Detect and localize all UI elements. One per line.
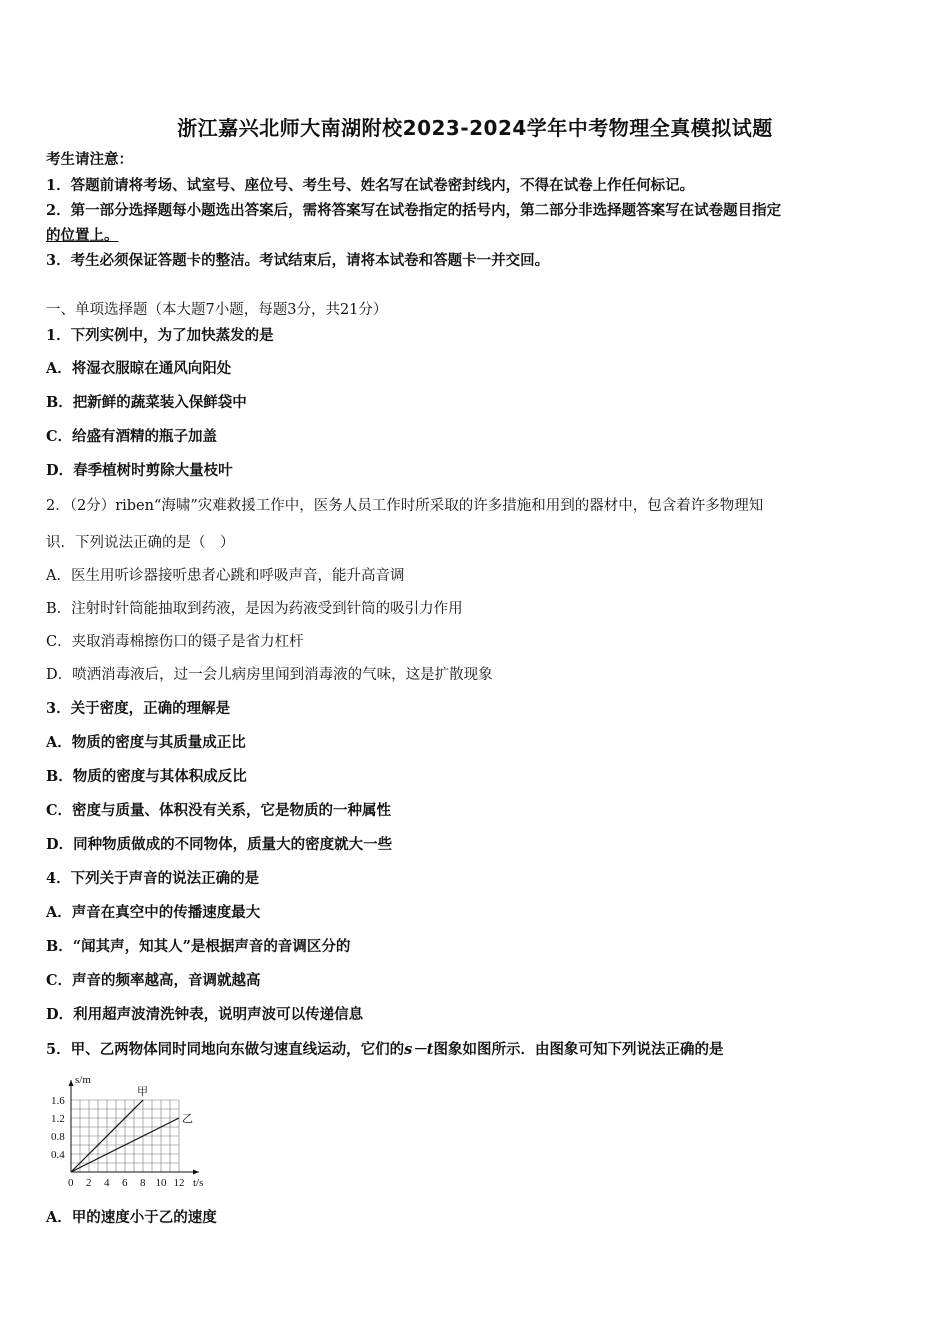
page-title: 浙江嘉兴北师大南湖附校2023-2024学年中考物理全真模拟试题: [177, 116, 773, 140]
q4-option-d: D．利用超声波清洗钟表，说明声波可以传递信息: [46, 1006, 364, 1023]
series-label-jia: 甲: [137, 1086, 148, 1098]
y-tick-label: 0.4: [51, 1149, 65, 1161]
x-tick-label: 6: [122, 1177, 128, 1189]
q1-option-a: A．将湿衣服晾在通风向阳处: [46, 360, 232, 377]
q4-option-a: A．声音在真空中的传播速度最大: [46, 904, 261, 921]
q5-option-a: A．甲的速度小于乙的速度: [46, 1209, 217, 1226]
q2-option-c: C．夹取消毒棉擦伤口的镊子是省力杠杆: [46, 634, 304, 650]
x-tick-label: 8: [140, 1177, 146, 1189]
y-axis-arrow: [69, 1080, 74, 1086]
y-tick-label: 1.2: [51, 1113, 65, 1125]
q4-option-c: C．声音的频率越高，音调就越高: [46, 972, 261, 989]
q2-option-a: A．医生用听诊器接听患者心跳和呼吸声音，能升高音调: [46, 568, 405, 584]
x-tick-label: 2: [86, 1177, 92, 1189]
q3-option-c: C．密度与质量、体积没有关系，它是物质的一种属性: [46, 802, 392, 819]
q2-option-b: B．注射时针筒能抽取到药液，是因为药液受到针筒的吸引力作用: [46, 601, 463, 617]
y-tick-label: 1.6: [51, 1095, 65, 1107]
x-tick-label: 10: [155, 1177, 167, 1189]
q5-stem: [46, 1040, 723, 1060]
x-tick-label: 0: [68, 1177, 74, 1189]
q4-option-b: B．“闻其声，知其人”是根据声音的音调区分的: [46, 938, 351, 955]
q2-stem-line2: 识．下列说法正确的是（ ）: [46, 535, 235, 551]
notice-heading: 考生请注意：: [46, 151, 133, 168]
section-heading: 一、单项选择题（本大题7小题，每题3分，共21分）: [46, 302, 388, 318]
notice-item-2-cont: 的位置上。: [46, 227, 119, 244]
notice-item-1: 1．答题前请将考场、试室号、座位号、考生号、姓名写在试卷密封线内，不得在试卷上作任何标记。: [46, 177, 695, 194]
notice-item-3: 3．考生必须保证答题卡的整洁。考试结束后，请将本试卷和答题卡一并交回。: [46, 252, 550, 269]
y-axis-label: s/m: [75, 1074, 91, 1086]
q3-option-a: A．物质的密度与其质量成正比: [46, 734, 246, 751]
q5-stem-part-a: 5．甲、乙两物体同时同地向东做匀速直线运动，它们的: [46, 1041, 405, 1058]
q1-option-c: C．给盛有酒精的瓶子加盖: [46, 428, 218, 445]
q1-option-d: D．春季植树时剪除大量枝叶: [46, 462, 233, 479]
x-tick-label: 4: [104, 1177, 110, 1189]
q5-stem-part-b: 图象如图所示．由图象可知下列说法正确的是: [433, 1041, 724, 1058]
q3-option-d: D．同种物质做成的不同物体，质量大的密度就大一些: [46, 836, 393, 853]
q4-stem: 4．下列关于声音的说法正确的是: [46, 870, 260, 887]
q2-option-d: D．喷洒消毒液后，过一会儿病房里闻到消毒液的气味，这是扩散现象: [46, 667, 493, 683]
q3-option-b: B．物质的密度与其体积成反比: [46, 768, 247, 785]
q1-option-b: B．把新鲜的蔬菜装入保鲜袋中: [46, 394, 247, 411]
q5-stem-variable: s－t: [404, 1041, 434, 1058]
series-label-yi: 乙: [182, 1113, 193, 1125]
q1-stem: 1．下列实例中，为了加快蒸发的是: [46, 327, 274, 344]
notice-item-2: 2．第一部分选择题每小题选出答案后，需将答案写在试卷指定的括号内，第二部分非选择题答案写在试卷题目指定: [46, 202, 782, 219]
y-tick-label: 0.8: [51, 1131, 65, 1143]
q3-stem: 3．关于密度，正确的理解是: [46, 700, 231, 717]
q2-stem-line1: 2．（2分）riben“海啸”灾难救援工作中，医务人员工作时所采取的许多措施和用到的器材中，包含着许多物理知: [46, 498, 764, 514]
s-t-graph: [44, 1070, 219, 1192]
x-axis-label: t/s: [193, 1177, 204, 1189]
x-axis-arrow: [193, 1170, 199, 1175]
x-tick-label: 12: [173, 1177, 185, 1189]
